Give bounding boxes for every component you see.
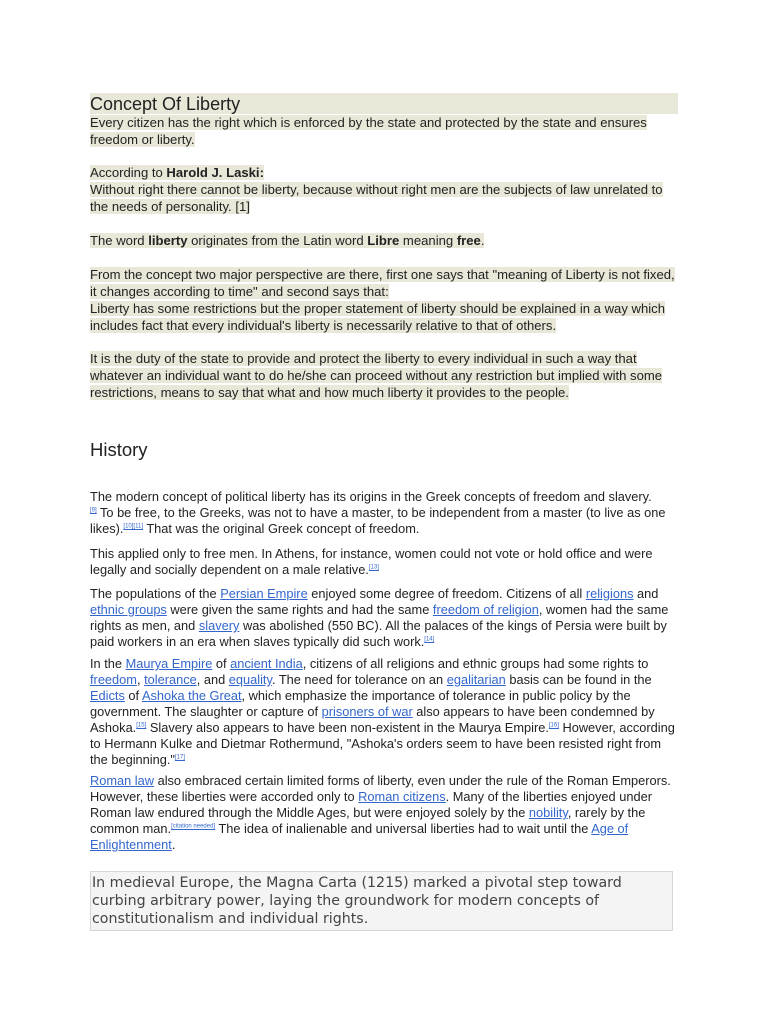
history-p3-text-a: The populations of the (90, 586, 221, 601)
laski-quote: Without right there cannot be liberty, because without right men are the subjects of law unrelated to the needs of personality. [1] (90, 182, 663, 214)
word-liberty: liberty (148, 233, 188, 248)
link-roman-law[interactable]: Roman law (90, 773, 155, 788)
link-freedom-of-religion[interactable]: freedom of religion (432, 602, 539, 617)
link-persian-empire[interactable]: Persian Empire (220, 586, 308, 601)
history-p4-text-k: Slavery also appears to have been non-existent in the Maurya Empire. (146, 720, 549, 735)
etymology-text-c: meaning (399, 233, 457, 248)
history-p4-text-f: . The need for tolerance on an (271, 672, 447, 687)
history-p4-text-g: basis can be found in the (505, 672, 652, 687)
link-ancient-india[interactable]: ancient India (230, 656, 303, 671)
laski-prefix: According to (90, 165, 167, 180)
restrictions-text: Liberty has some restrictions but the proper statement of liberty should be explained in a way which includes fact that every individual's liberty is necessarily relative to that of others. (90, 301, 665, 333)
history-p4-text-l: However, according to Hermann Kulke and Dietmar Rothermund, "Ashoka's orders seem to have been resisted right from the beginning." (90, 720, 675, 767)
history-p5-text-c: , rarely by the common man. (90, 805, 646, 836)
etymology-text-b: originates from the Latin word (187, 233, 368, 248)
etymology-text-a: The word (90, 233, 149, 248)
history-p4-text-a: In the (90, 656, 126, 671)
history-p5-text-d: The idea of inalienable and universal liberties had to wait until the (215, 821, 592, 836)
citation-link[interactable]: [15] (136, 722, 147, 729)
word-libre: Libre (367, 233, 400, 248)
history-p4-text-b: of (212, 656, 231, 671)
link-roman-citizens[interactable]: Roman citizens (358, 789, 446, 804)
perspective-paragraph (90, 266, 678, 334)
history-paragraph-rome (90, 773, 680, 853)
link-egalitarian[interactable]: egalitarian (446, 672, 506, 687)
history-p3-text-c: and (633, 586, 659, 601)
etymology-paragraph (90, 232, 678, 249)
history-p5-text-a: also embraced certain limited forms of liberty, even under the rule of the Roman Emperors. However, these liberties were accorded only to (90, 773, 671, 804)
history-paragraph-greek (90, 489, 680, 537)
history-p3-text-b: enjoyed some degree of freedom. Citizens of all (307, 586, 586, 601)
link-ethnic-groups[interactable]: ethnic groups (90, 602, 167, 617)
laski-name: Harold J. Laski: (166, 165, 264, 180)
link-edicts[interactable]: Edicts (90, 688, 125, 703)
perspective-text: From the concept two major perspective are there, first one says that "meaning of Liberty is not fixed, it changes according to time" and second says that: (90, 267, 675, 299)
history-paragraph-persia (90, 586, 680, 650)
history-p4-text-h: of (124, 688, 142, 703)
history-p4-text-e: , and (196, 672, 229, 687)
duty-text: It is the duty of the state to provide and protect the liberty to every individual in such a way that whatever an individual want to do he/she can proceed without any restriction but implied with some restrictions, means to say that what and how much liberty it provides to the people. (90, 351, 663, 400)
history-p4-text-j: also appears to have been condemned by Ashoka. (90, 704, 655, 735)
link-tolerance[interactable]: tolerance (144, 672, 197, 687)
link-religions[interactable]: religions (585, 586, 634, 601)
intro-paragraph (90, 114, 678, 148)
history-p1-text-a: The modern concept of political liberty has its origins in the Greek concepts of freedom and slavery. (90, 489, 652, 504)
history-p3-text-d: were given the same rights and had the same (166, 602, 433, 617)
history-p2-text: This applied only to free men. In Athens, for instance, women could not vote or hold office and were legally and socially dependent on a male relative. (90, 546, 653, 577)
history-p4-text-d: , (136, 672, 145, 687)
history-paragraph-athens (90, 546, 680, 578)
citation-link[interactable]: [16] (548, 722, 559, 729)
link-ashoka-the-great[interactable]: Ashoka the Great (141, 688, 242, 703)
citation-link[interactable]: [9] (90, 507, 97, 514)
magna-carta-callout: In medieval Europe, the Magna Carta (1215) marked a pivotal step toward curbing arbitrary power, laying the groundwork for modern concepts of constitutionalism and individual rights. (90, 871, 673, 931)
citation-link[interactable]: [17] (174, 754, 185, 761)
history-p4-text-i: , which emphasize the importance of tolerance in public policy by the government. The slaughter or capture of (90, 688, 631, 719)
word-free: free (456, 233, 481, 248)
history-p1-text-c: That was the original Greek concept of freedom. (143, 521, 420, 536)
history-p3-text-e: , women had the same rights as men, and (90, 602, 669, 633)
page-title: Concept Of Liberty (90, 94, 241, 114)
history-p5-text-e: . (171, 837, 176, 852)
laski-paragraph (90, 164, 678, 215)
history-p1-text-b: To be free, to the Greeks, was not to have a master, to be independent from a master (to live as one likes). (90, 505, 666, 536)
link-freedom[interactable]: freedom (90, 672, 137, 687)
etymology-text-d: . (480, 233, 485, 248)
history-p5-text-b: . Many of the liberties enjoyed under Roman law endured through the Middle Ages, but were enjoyed solely by the (90, 789, 652, 820)
link-nobility[interactable]: nobility (528, 805, 568, 820)
history-heading: History (90, 439, 148, 460)
citation-needed-link[interactable]: [citation needed] (171, 823, 216, 830)
citation-link[interactable]: [13] (368, 564, 379, 571)
link-equality[interactable]: equality (228, 672, 272, 687)
history-p3-text-f: was abolished (550 BC). All the palaces of the kings of Persia were built by paid workers in an era when slaves typically did such work. (90, 618, 667, 649)
history-p4-text-c: , citizens of all religions and ethnic groups had some rights to (302, 656, 649, 671)
link-prisoners-of-war[interactable]: prisoners of war (321, 704, 413, 719)
link-slavery[interactable]: slavery (198, 618, 240, 633)
link-maurya-empire[interactable]: Maurya Empire (125, 656, 213, 671)
history-paragraph-maurya (90, 656, 680, 768)
duty-paragraph (90, 350, 678, 401)
link-age-of-enlightenment[interactable]: Age of Enlightenment (90, 821, 629, 852)
intro-text: Every citizen has the right which is enforced by the state and protected by the state and ensures freedom or liberty. (90, 115, 647, 147)
citation-link[interactable]: [14] (424, 636, 435, 643)
citation-link[interactable]: [10][11] (123, 523, 143, 530)
